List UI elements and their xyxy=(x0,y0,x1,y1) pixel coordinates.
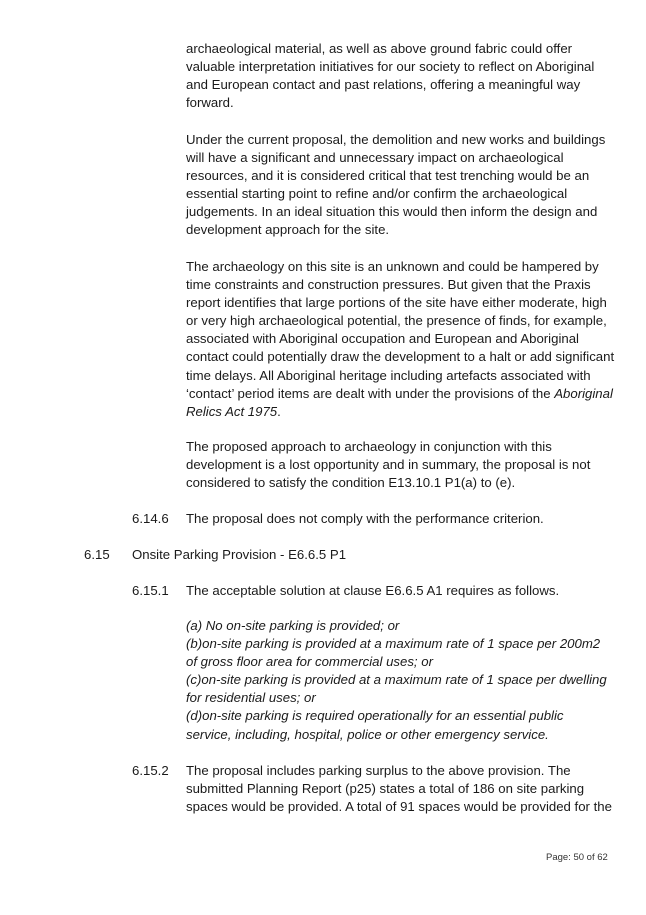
paragraph-current-proposal xyxy=(186,131,616,240)
text-line: The archaeology on this site is an unknown and could be hampered by xyxy=(186,259,599,274)
paragraph-proposed-approach xyxy=(186,438,616,492)
text-line: time constraints and construction pressures. But given that the Praxis xyxy=(186,277,591,293)
list-item: (d)on-site parking is required operationally for an essential public xyxy=(186,708,564,724)
text-line: Under the current proposal, the demolition and new works and buildings xyxy=(186,132,606,147)
text-line: will have a significant and unnecessary impact on archaeological xyxy=(186,150,564,166)
text-line: judgements. In an ideal situation this would then inform the design and xyxy=(186,204,598,220)
clause-text-6-15-1: The acceptable solution at clause E6.6.5 A1 requires as follows. xyxy=(186,583,560,598)
text-line: valuable interpretation initiatives for our society to reflect on Aboriginal xyxy=(186,59,595,75)
list-item: (b)on-site parking is provided at a maximum rate of 1 space per 200m2 xyxy=(186,636,601,652)
text-line xyxy=(186,403,616,421)
clause-number-6-15-2: 6.15.2 xyxy=(132,763,169,778)
act-name-part-2: Relics Act 1975 xyxy=(186,403,278,419)
list-item: (a) No on-site parking is provided; or xyxy=(186,618,400,633)
text-line: and European contact and past relations, offering a meaningful way xyxy=(186,77,581,93)
text-line: spaces would be provided. A total of 91 spaces would be provided for the xyxy=(186,799,612,815)
text-line: associated with Aboriginal occupation and European and Aboriginal xyxy=(186,331,579,347)
list-item: of gross floor area for commercial uses; or xyxy=(186,654,433,670)
text-line: archaeological material, as well as above ground fabric could offer xyxy=(186,41,573,56)
clause-number-6-15-1: 6.15.1 xyxy=(132,583,169,598)
sentence-end: . xyxy=(277,403,281,419)
clause-number-6-14-6: 6.14.6 xyxy=(132,511,169,526)
act-name-part-1: Aboriginal xyxy=(554,385,613,401)
text-line: essential starting point to refine and/or confirm the archaeological xyxy=(186,186,568,202)
text-line: considered to satisfy the condition E13.10.1 P1(a) to (e). xyxy=(186,475,516,491)
text-line: report identifies that large portions of the site have either moderate, high xyxy=(186,295,607,311)
paragraph-archaeology-unknown xyxy=(186,258,616,421)
section-number-6-15: 6.15 xyxy=(84,547,110,562)
text-line: resources, and it is considered critical that test trenching would be an xyxy=(186,168,590,184)
section-title-6-15: Onsite Parking Provision - E6.6.5 P1 xyxy=(132,547,347,562)
paragraph-archaeological-material xyxy=(186,40,616,112)
page-number: Page: 50 of 62 xyxy=(546,852,608,863)
text-line: contact could potentially draw the development to a halt or add significant xyxy=(186,349,615,365)
text-line: development is a lost opportunity and in summary, the proposal is not xyxy=(186,457,591,473)
text-line: time delays. All Aboriginal heritage including artefacts associated with xyxy=(186,367,591,383)
text-line: or very high archaeological potential, the presence of finds, for example, xyxy=(186,313,607,329)
text-line: forward. xyxy=(186,95,234,111)
text-line: The proposal includes parking surplus to the above provision. The xyxy=(186,763,571,778)
text-line xyxy=(186,385,616,403)
text-line: submitted Planning Report (p25) states a total of 186 on site parking xyxy=(186,781,585,797)
list-item: for residential uses; or xyxy=(186,690,316,706)
list-item: (c)on-site parking is provided at a maximum rate of 1 space per dwelling xyxy=(186,672,607,688)
text-line: development approach for the site. xyxy=(186,222,390,238)
list-item: service, including, hospital, police or other emergency service. xyxy=(186,726,549,742)
acceptable-solution-list xyxy=(186,617,616,744)
text-line-lead: ‘contact’ period items are dealt with under the provisions of the xyxy=(186,385,555,401)
text-line: The proposed approach to archaeology in conjunction with this xyxy=(186,439,552,454)
clause-text-6-14-6: The proposal does not comply with the performance criterion. xyxy=(186,511,544,526)
clause-text-6-15-2 xyxy=(186,762,616,816)
